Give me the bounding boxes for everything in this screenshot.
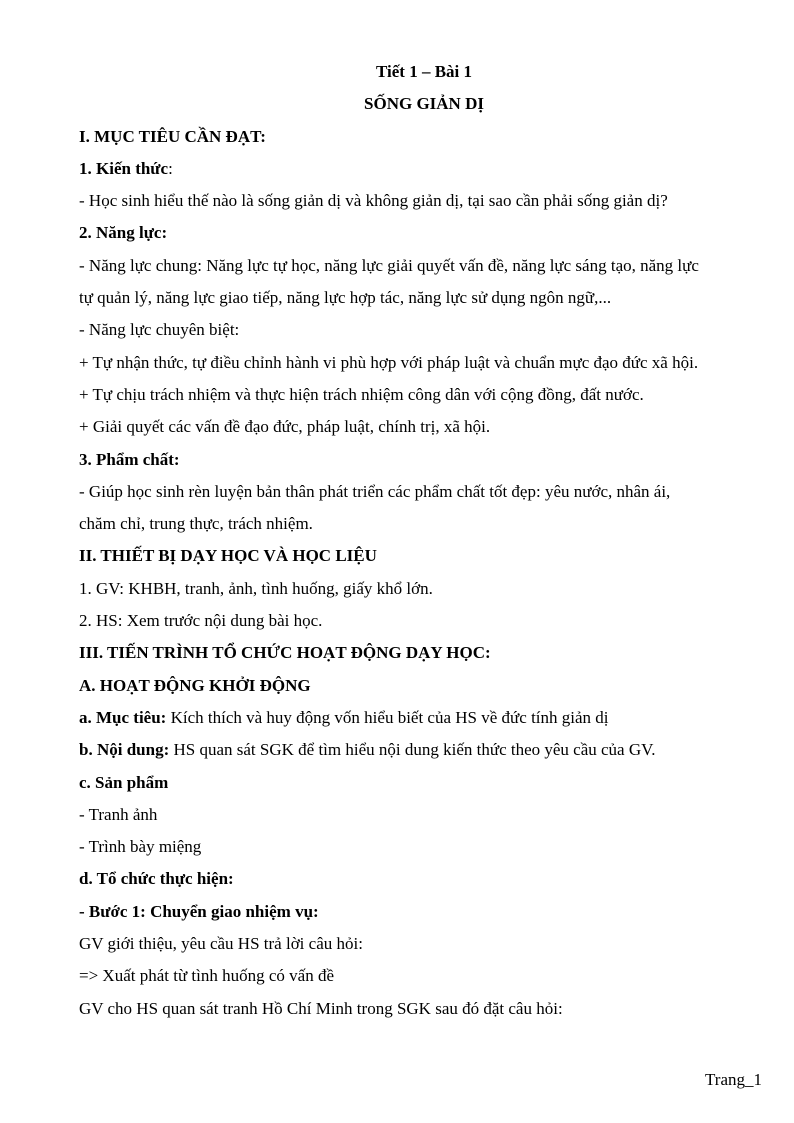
page-number: Trang_1 <box>705 1070 762 1089</box>
specific-item-2: + Tự chịu trách nhiệm và thực hiện trách nhiệm công dân với cộng đồng, đất nước. <box>79 384 644 404</box>
competence-general-line-2: tự quản lý, năng lực giao tiếp, năng lực hợp tác, năng lực sử dụng ngôn ngữ,... <box>79 288 612 308</box>
step-1-label: - Bước 1: Chuyển giao nhiệm vụ: <box>79 901 319 921</box>
quality-line-2: chăm chỉ, trung thực, trách nhiệm. <box>79 514 313 534</box>
product-item-2: - Trình bày miệng <box>79 837 202 857</box>
section-1-heading: I. MỤC TIÊU CẦN ĐẠT: <box>79 126 266 146</box>
lesson-title: SỐNG GIẢN DỊ <box>364 94 484 114</box>
section-3-heading: III. TIẾN TRÌNH TỔ CHỨC HOẠT ĐỘNG DẠY HỌC: <box>79 643 491 663</box>
knowledge-heading-line <box>79 153 769 185</box>
knowledge-colon: : <box>168 158 173 178</box>
document-page <box>79 56 769 1025</box>
quality-heading: 3. Phẩm chất: <box>79 449 180 469</box>
competence-general-line-1: - Năng lực chung: Năng lực tự học, năng lực giải quyết vấn đề, năng lực sáng tạo, năng lực <box>79 255 699 275</box>
organization-label: d. Tổ chức thực hiện: <box>79 869 234 889</box>
activity-heading: A. HOẠT ĐỘNG KHỞI ĐỘNG <box>79 675 311 695</box>
equipment-item-1: 1. GV: KHBH, tranh, ảnh, tình huống, giấy khổ lớn. <box>79 578 433 598</box>
knowledge-text: - Học sinh hiểu thế nào là sống giản dị và không giản dị, tại sao cần phải sống giản dị? <box>79 191 668 211</box>
goal-label: a. Mục tiêu: <box>79 707 167 727</box>
specific-item-3: + Giải quyết các vấn đề đạo đức, pháp luật, chính trị, xã hội. <box>79 417 491 437</box>
knowledge-heading: 1. Kiến thức <box>79 158 169 178</box>
goal-text: Kích thích và huy động vốn hiểu biết của HS về đức tính giản dị <box>166 707 609 727</box>
competence-specific: - Năng lực chuyên biệt: <box>79 320 240 340</box>
competence-heading: 2. Năng lực: <box>79 223 168 243</box>
content-label: b. Nội dung: <box>79 740 170 760</box>
quality-line-1: - Giúp học sinh rèn luyện bản thân phát triển các phẩm chất tốt đẹp: yêu nước, nhân ái, <box>79 481 671 501</box>
goal-line <box>79 702 769 734</box>
content-text: HS quan sát SGK để tìm hiểu nội dung kiến thức theo yêu cầu của GV. <box>169 740 656 760</box>
specific-item-1: + Tự nhận thức, tự điều chỉnh hành vi phù hợp với pháp luật và chuẩn mực đạo đức xã hội. <box>79 352 699 372</box>
step-1-line-2: => Xuất phát từ tình huống có vấn đề <box>79 966 335 986</box>
product-label: c. Sản phẩm <box>79 772 169 792</box>
step-1-line-1: GV giới thiệu, yêu cầu HS trả lời câu hỏi: <box>79 934 363 954</box>
product-item-1: - Tranh ảnh <box>79 804 158 824</box>
step-1-line-3: GV cho HS quan sát tranh Hồ Chí Minh trong SGK sau đó đặt câu hỏi: <box>79 998 563 1018</box>
lesson-number: Tiết 1 – Bài 1 <box>375 62 473 81</box>
content-line <box>79 734 769 766</box>
equipment-item-2: 2. HS: Xem trước nội dung bài học. <box>79 611 323 631</box>
section-2-heading: II. THIẾT BỊ DẠY HỌC VÀ HỌC LIỆU <box>79 546 377 566</box>
